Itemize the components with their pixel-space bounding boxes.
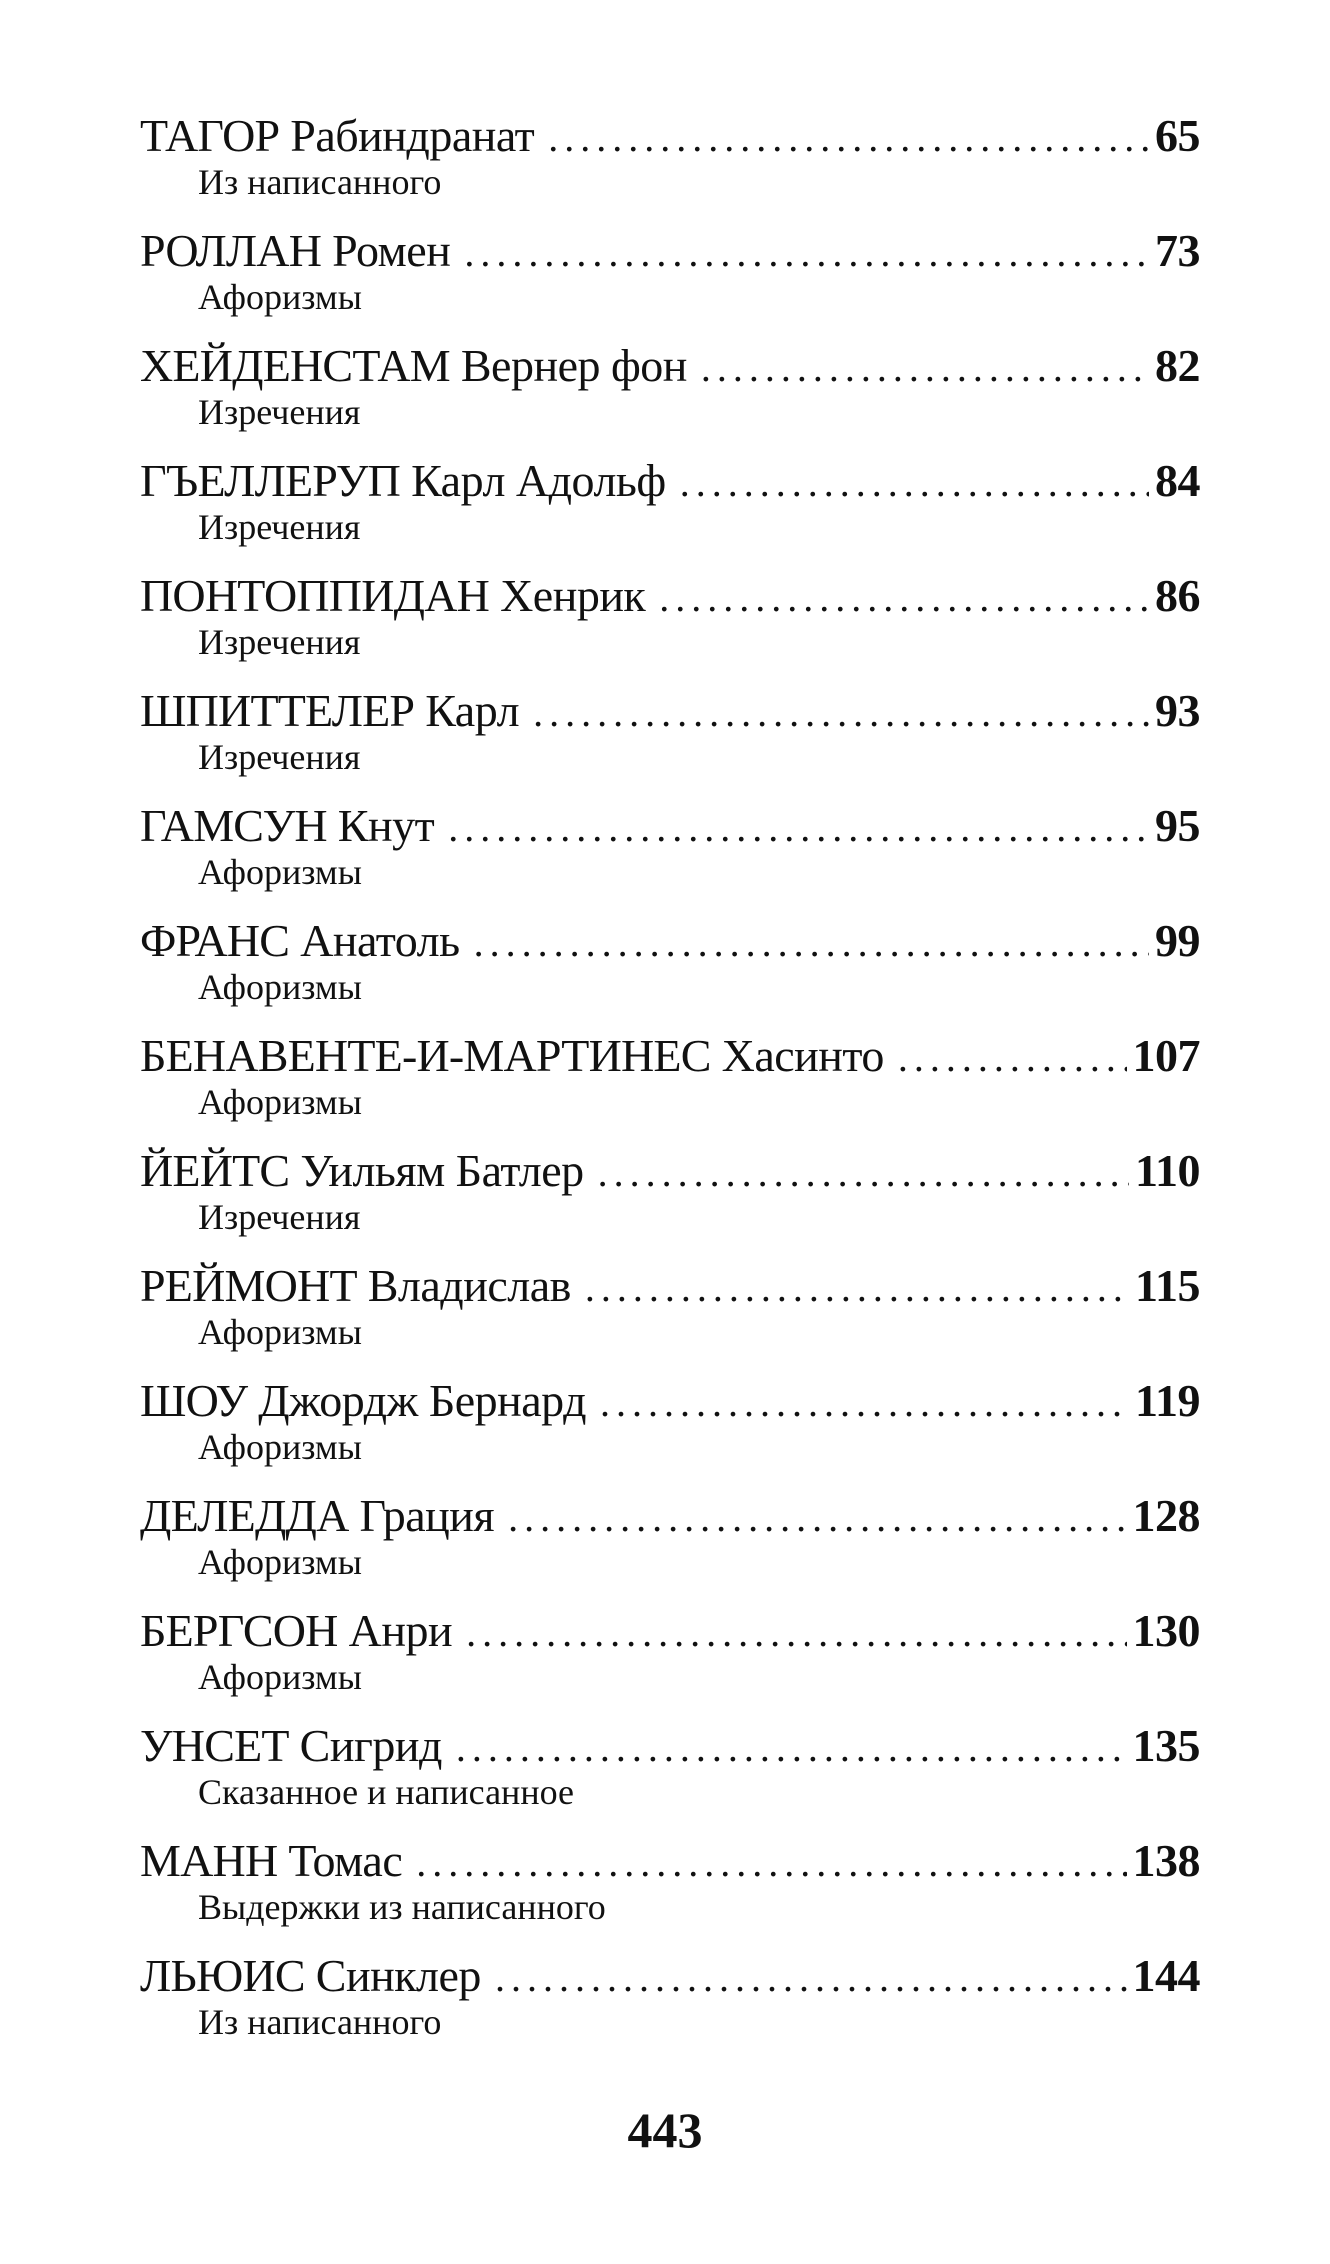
author-given-name: Вернер фон xyxy=(460,340,687,391)
toc-entry-line xyxy=(140,1833,1200,1889)
page-number: 95 xyxy=(1155,800,1200,851)
toc-entry xyxy=(140,1143,1200,1258)
page-number: 110 xyxy=(1135,1145,1200,1196)
author-surname: РЕЙМОНТ xyxy=(140,1260,357,1311)
toc-entry xyxy=(140,1258,1200,1373)
author-given-name: Рабиндранат xyxy=(290,110,535,161)
author-surname: ЛЬЮИС xyxy=(140,1950,305,2001)
author-name xyxy=(140,1028,884,1084)
author-name xyxy=(140,1603,452,1659)
author-name xyxy=(140,1718,442,1774)
author-surname: ПОНТОППИДАН xyxy=(140,570,490,621)
author-surname: ШПИТТЕЛЕР xyxy=(140,685,415,736)
work-title: Афоризмы xyxy=(198,1427,362,1467)
page-number: 115 xyxy=(1135,1260,1200,1311)
page-number: 107 xyxy=(1132,1030,1200,1081)
dot-leader xyxy=(585,1260,1129,1316)
toc-entry xyxy=(140,1373,1200,1488)
author-surname: ГЪЕЛЛЕРУП xyxy=(140,455,401,506)
author-surname: УНСЕТ xyxy=(140,1720,289,1771)
author-name xyxy=(140,453,666,509)
page-folio-number: 443 xyxy=(627,2102,703,2158)
work-title: Афоризмы xyxy=(198,1082,362,1122)
author-name xyxy=(140,568,645,624)
author-given-name: Грация xyxy=(359,1490,495,1541)
author-name xyxy=(140,1948,481,2004)
author-surname: ХЕЙДЕНСТАМ xyxy=(140,340,450,391)
dot-leader xyxy=(533,685,1149,741)
toc-entry xyxy=(140,683,1200,798)
dot-leader xyxy=(701,340,1149,396)
author-name xyxy=(140,108,534,164)
author-surname: ТАГОР xyxy=(140,110,280,161)
toc-entry xyxy=(140,223,1200,338)
dot-leader xyxy=(598,1145,1129,1201)
author-name xyxy=(140,913,460,969)
author-given-name: Джордж Бернард xyxy=(258,1375,586,1426)
author-surname: БЕНАВЕНТЕ-И-МАРТИНЕС xyxy=(140,1030,711,1081)
author-name xyxy=(140,1143,584,1199)
author-surname: ДЕЛЕДДА xyxy=(140,1490,349,1541)
work-title: Афоризмы xyxy=(198,1542,362,1582)
toc-entry-line xyxy=(140,453,1200,509)
toc-entry-line xyxy=(140,1603,1200,1659)
dot-leader xyxy=(456,1720,1127,1776)
dot-leader xyxy=(448,800,1149,856)
toc-entry xyxy=(140,338,1200,453)
author-given-name: Карл Адольф xyxy=(411,455,666,506)
author-surname: МАНН xyxy=(140,1835,278,1886)
author-name xyxy=(140,1373,586,1429)
page-number: 128 xyxy=(1132,1490,1200,1541)
page-number: 135 xyxy=(1132,1720,1200,1771)
page-number: 84 xyxy=(1155,455,1200,506)
toc-entry xyxy=(140,1718,1200,1833)
dot-leader xyxy=(495,1950,1127,2006)
toc-entry xyxy=(140,798,1200,913)
work-title: Сказанное и написанное xyxy=(198,1772,574,1812)
work-title: Изречения xyxy=(198,392,361,432)
toc-entry xyxy=(140,1603,1200,1718)
dot-leader xyxy=(508,1490,1126,1546)
author-given-name: Ромен xyxy=(332,225,451,276)
author-given-name: Хасинто xyxy=(721,1030,884,1081)
work-title: Афоризмы xyxy=(198,852,362,892)
toc-entry xyxy=(140,1948,1200,2063)
work-title: Выдержки из написанного xyxy=(198,1887,606,1927)
toc-entry xyxy=(140,108,1200,223)
author-name xyxy=(140,1833,402,1889)
work-title: Афоризмы xyxy=(198,967,362,1007)
dot-leader xyxy=(416,1835,1126,1891)
work-title: Из написанного xyxy=(198,162,442,202)
dot-leader xyxy=(548,110,1149,166)
dot-leader xyxy=(600,1375,1129,1431)
dot-leader xyxy=(464,225,1149,281)
dot-leader xyxy=(659,570,1149,626)
work-title: Изречения xyxy=(198,737,361,777)
table-of-contents xyxy=(140,108,1200,2063)
author-name xyxy=(140,1488,494,1544)
toc-entry-line xyxy=(140,568,1200,624)
page-number: 144 xyxy=(1132,1950,1200,2001)
toc-entry-line xyxy=(140,1143,1200,1199)
work-title: Афоризмы xyxy=(198,1312,362,1352)
author-given-name: Сигрид xyxy=(299,1720,442,1771)
page-number: 93 xyxy=(1155,685,1200,736)
toc-entry-line xyxy=(140,223,1200,279)
author-given-name: Карл xyxy=(425,685,520,736)
toc-entry-line xyxy=(140,683,1200,739)
dot-leader xyxy=(898,1030,1127,1086)
work-title: Афоризмы xyxy=(198,1657,362,1697)
dot-leader xyxy=(474,915,1149,971)
toc-entry xyxy=(140,453,1200,568)
page-number: 86 xyxy=(1155,570,1200,621)
toc-entry-line xyxy=(140,338,1200,394)
author-given-name: Владислав xyxy=(367,1260,571,1311)
author-surname: ЙЕЙТС xyxy=(140,1145,290,1196)
author-name xyxy=(140,683,519,739)
author-given-name: Хенрик xyxy=(500,570,646,621)
toc-entry-line xyxy=(140,1028,1200,1084)
toc-entry-line xyxy=(140,1948,1200,2004)
toc-entry xyxy=(140,568,1200,683)
toc-entry-line xyxy=(140,1488,1200,1544)
page-number: 65 xyxy=(1155,110,1200,161)
page-number: 73 xyxy=(1155,225,1200,276)
author-given-name: Томас xyxy=(288,1835,403,1886)
toc-entry-line xyxy=(140,108,1200,164)
dot-leader xyxy=(466,1605,1126,1661)
author-name xyxy=(140,338,687,394)
author-given-name: Анри xyxy=(348,1605,453,1656)
work-title: Изречения xyxy=(198,622,361,662)
author-name xyxy=(140,223,450,279)
page-number: 130 xyxy=(1132,1605,1200,1656)
work-title: Изречения xyxy=(198,1197,361,1237)
toc-entry-line xyxy=(140,913,1200,969)
work-title: Изречения xyxy=(198,507,361,547)
toc-entry-line xyxy=(140,1258,1200,1314)
toc-entry-line xyxy=(140,798,1200,854)
toc-entry-line xyxy=(140,1373,1200,1429)
work-title: Афоризмы xyxy=(198,277,362,317)
author-surname: БЕРГСОН xyxy=(140,1605,338,1656)
toc-entry xyxy=(140,913,1200,1028)
toc-entry xyxy=(140,1028,1200,1143)
author-surname: ШОУ xyxy=(140,1375,248,1426)
page-number: 82 xyxy=(1155,340,1200,391)
work-title: Из написанного xyxy=(198,2002,442,2042)
author-given-name: Синклер xyxy=(315,1950,481,2001)
author-surname: ГАМСУН xyxy=(140,800,327,851)
author-surname: ФРАНС xyxy=(140,915,290,966)
toc-entry xyxy=(140,1488,1200,1603)
author-given-name: Кнут xyxy=(337,800,435,851)
author-given-name: Анатоль xyxy=(300,915,460,966)
toc-entry-line xyxy=(140,1718,1200,1774)
author-given-name: Уильям Батлер xyxy=(300,1145,584,1196)
author-surname: РОЛЛАН xyxy=(140,225,322,276)
dot-leader xyxy=(680,455,1149,511)
page-number: 138 xyxy=(1132,1835,1200,1886)
author-name xyxy=(140,798,434,854)
page-number: 119 xyxy=(1135,1375,1200,1426)
page-number: 99 xyxy=(1155,915,1200,966)
author-name xyxy=(140,1258,571,1314)
toc-entry xyxy=(140,1833,1200,1948)
